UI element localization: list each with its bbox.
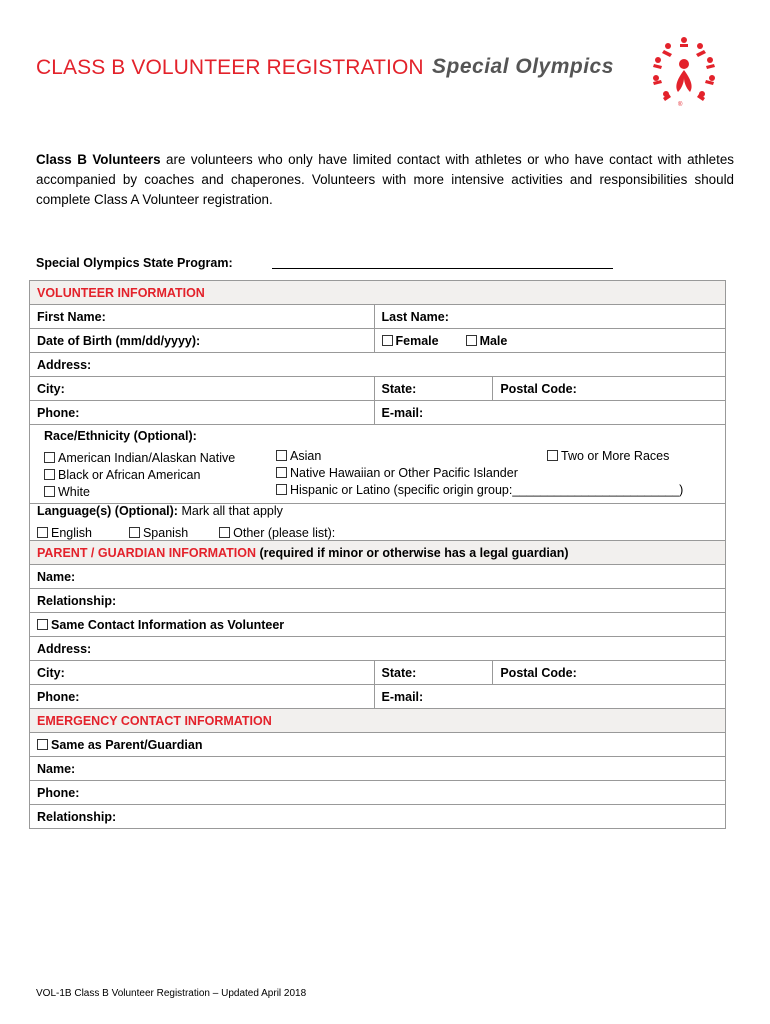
other-language-label: Other (please list):: [233, 526, 336, 540]
language-label: Language(s) (Optional):: [37, 504, 178, 518]
guardian-name-field[interactable]: Name:: [30, 565, 726, 589]
english-checkbox[interactable]: [37, 527, 48, 538]
same-contact-label: Same Contact Information as Volunteer: [51, 617, 285, 632]
black-checkbox[interactable]: [44, 469, 55, 480]
race-ethnicity-cell: [30, 425, 726, 504]
state-program-label: Special Olympics State Program:: [36, 256, 233, 270]
guardian-email-field[interactable]: E-mail:: [374, 685, 726, 709]
emergency-section-heading: EMERGENCY CONTACT INFORMATION: [30, 709, 726, 733]
black-label: Black or African American: [58, 468, 201, 482]
dob-field[interactable]: Date of Birth (mm/dd/yyyy):: [30, 329, 375, 353]
language-cell: [30, 504, 726, 541]
state-program-field[interactable]: [272, 268, 613, 269]
same-as-guardian-cell: [30, 733, 726, 757]
male-checkbox[interactable]: [466, 335, 477, 346]
hawaiian-checkbox[interactable]: [276, 467, 287, 478]
white-checkbox[interactable]: [44, 486, 55, 497]
guardian-heading-text: PARENT / GUARDIAN INFORMATION: [37, 545, 256, 560]
emergency-relationship-field[interactable]: Relationship:: [30, 805, 726, 829]
state-field[interactable]: State:: [374, 377, 493, 401]
last-name-field[interactable]: Last Name:: [374, 305, 726, 329]
white-label: White: [58, 485, 90, 499]
am-indian-checkbox[interactable]: [44, 452, 55, 463]
female-label: Female: [395, 333, 439, 348]
gender-cell: [374, 329, 726, 353]
page-title: CLASS B VOLUNTEER REGISTRATION: [36, 56, 424, 79]
intro-paragraph: [36, 150, 734, 210]
first-name-field[interactable]: First Name:: [30, 305, 375, 329]
city-field[interactable]: City:: [30, 377, 375, 401]
race-label: Race/Ethnicity (Optional):: [44, 429, 197, 443]
guardian-heading-note: (required if minor or otherwise has a legal guardian): [259, 545, 569, 560]
english-label: English: [51, 526, 92, 540]
special-olympics-logo-icon: [648, 34, 720, 108]
svg-text:®: ®: [678, 102, 683, 108]
emergency-phone-field[interactable]: Phone:: [30, 781, 726, 805]
language-hint: Mark all that apply: [181, 504, 283, 518]
same-as-guardian-label: Same as Parent/Guardian: [51, 737, 203, 752]
other-language-checkbox[interactable]: [219, 527, 230, 538]
email-field[interactable]: E-mail:: [374, 401, 726, 425]
asian-label: Asian: [290, 449, 322, 463]
address-field[interactable]: Address:: [30, 353, 726, 377]
postal-code-field[interactable]: Postal Code:: [493, 377, 726, 401]
same-contact-cell: [30, 613, 726, 637]
hispanic-label: Hispanic or Latino (specific origin group:________________________): [290, 483, 684, 497]
two-more-checkbox[interactable]: [547, 450, 558, 461]
same-contact-checkbox[interactable]: [37, 619, 48, 630]
asian-checkbox[interactable]: [276, 450, 287, 461]
phone-field[interactable]: Phone:: [30, 401, 375, 425]
hawaiian-label: Native Hawaiian or Other Pacific Islander: [290, 466, 518, 480]
guardian-postal-code-field[interactable]: Postal Code:: [493, 661, 726, 685]
guardian-section-heading: [30, 541, 726, 565]
two-more-label: Two or More Races: [561, 449, 670, 463]
spanish-checkbox[interactable]: [129, 527, 140, 538]
spanish-label: Spanish: [142, 526, 189, 540]
am-indian-label: American Indian/Alaskan Native: [58, 451, 236, 465]
guardian-relationship-field[interactable]: Relationship:: [30, 589, 726, 613]
hispanic-checkbox[interactable]: [276, 484, 287, 495]
guardian-state-field[interactable]: State:: [374, 661, 493, 685]
intro-bold: Class B Volunteers: [36, 152, 161, 167]
female-checkbox[interactable]: [382, 335, 393, 346]
logo-text: Special Olympics: [432, 55, 614, 78]
registration-form: [29, 280, 726, 829]
guardian-address-field[interactable]: Address:: [30, 637, 726, 661]
same-as-guardian-checkbox[interactable]: [37, 739, 48, 750]
intro-text: are volunteers who only have limited contact with athletes or who have contact with athletes accompanied by coaches and chaperones. Volunteers with more intensive activities and responsibilities should complete Class A Volunteer registration.: [36, 152, 734, 207]
footer-text: VOL-1B Class B Volunteer Registration – Updated April 2018: [36, 988, 307, 999]
guardian-phone-field[interactable]: Phone:: [30, 685, 375, 709]
volunteer-section-heading: VOLUNTEER INFORMATION: [30, 281, 726, 305]
emergency-name-field[interactable]: Name:: [30, 757, 726, 781]
male-label: Male: [479, 333, 508, 348]
guardian-city-field[interactable]: City:: [30, 661, 375, 685]
